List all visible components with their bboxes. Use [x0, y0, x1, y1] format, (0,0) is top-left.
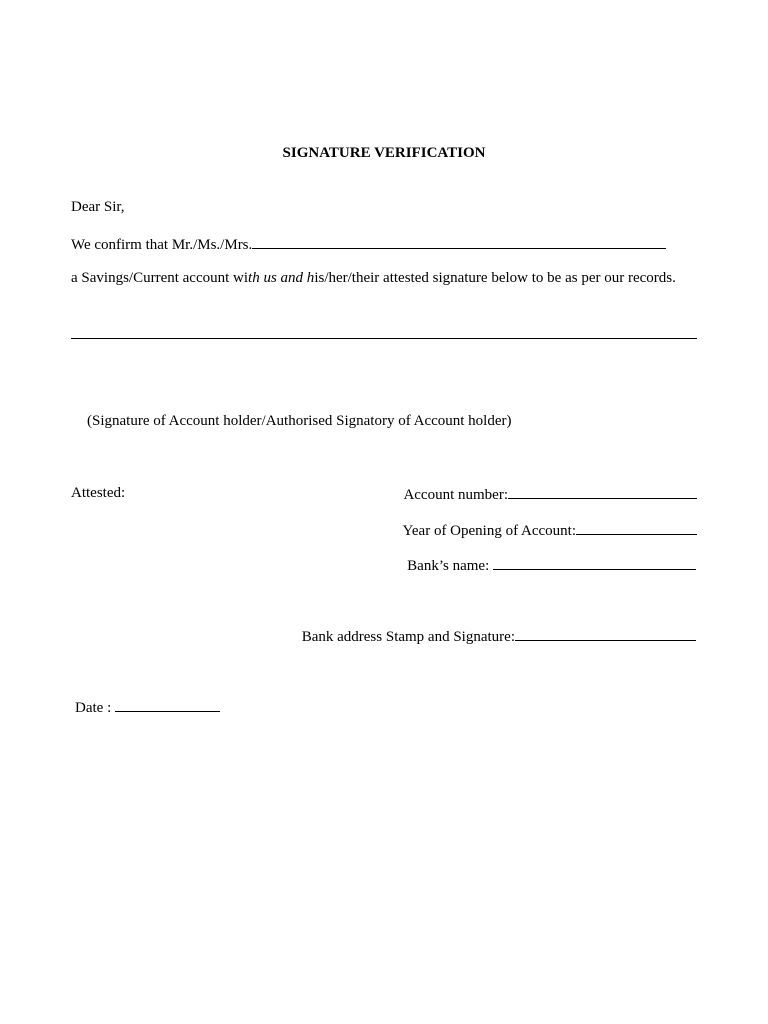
account-statement-italic: th us and h: [248, 270, 315, 286]
confirm-line: [71, 234, 666, 254]
salutation: Dear Sir,: [71, 199, 125, 215]
year-of-opening-row: [403, 520, 697, 540]
year-of-opening-field[interactable]: [576, 520, 697, 535]
confirm-prefix: We confirm that Mr./Ms./Mrs.: [71, 237, 253, 253]
date-row: [75, 697, 220, 717]
attested-label: Attested:: [71, 485, 126, 501]
account-number-field[interactable]: [508, 484, 697, 499]
bank-stamp-row: [302, 626, 696, 646]
signature-line[interactable]: [71, 338, 697, 339]
account-statement-line: [71, 269, 676, 287]
name-blank-field[interactable]: [252, 234, 666, 249]
bank-name-label: Bank’s name:: [407, 558, 493, 574]
date-field[interactable]: [115, 697, 220, 712]
account-statement-part1: a Savings/Current account wi: [71, 270, 249, 286]
year-of-opening-label: Year of Opening of Account:: [402, 523, 576, 539]
account-number-row: [403, 484, 697, 504]
bank-stamp-label: Bank address Stamp and Signature:: [301, 629, 515, 645]
bank-stamp-field[interactable]: [515, 626, 696, 641]
account-number-label: Account number:: [403, 487, 508, 503]
account-statement-part3: is/her/their attested signature below to be as per our records.: [314, 270, 676, 286]
bank-name-row: [407, 555, 696, 575]
date-label: Date :: [75, 700, 115, 716]
signature-caption: (Signature of Account holder/Authorised Signatory of Account holder): [87, 413, 512, 429]
document-title: SIGNATURE VERIFICATION: [282, 145, 486, 161]
bank-name-field[interactable]: [493, 555, 696, 570]
